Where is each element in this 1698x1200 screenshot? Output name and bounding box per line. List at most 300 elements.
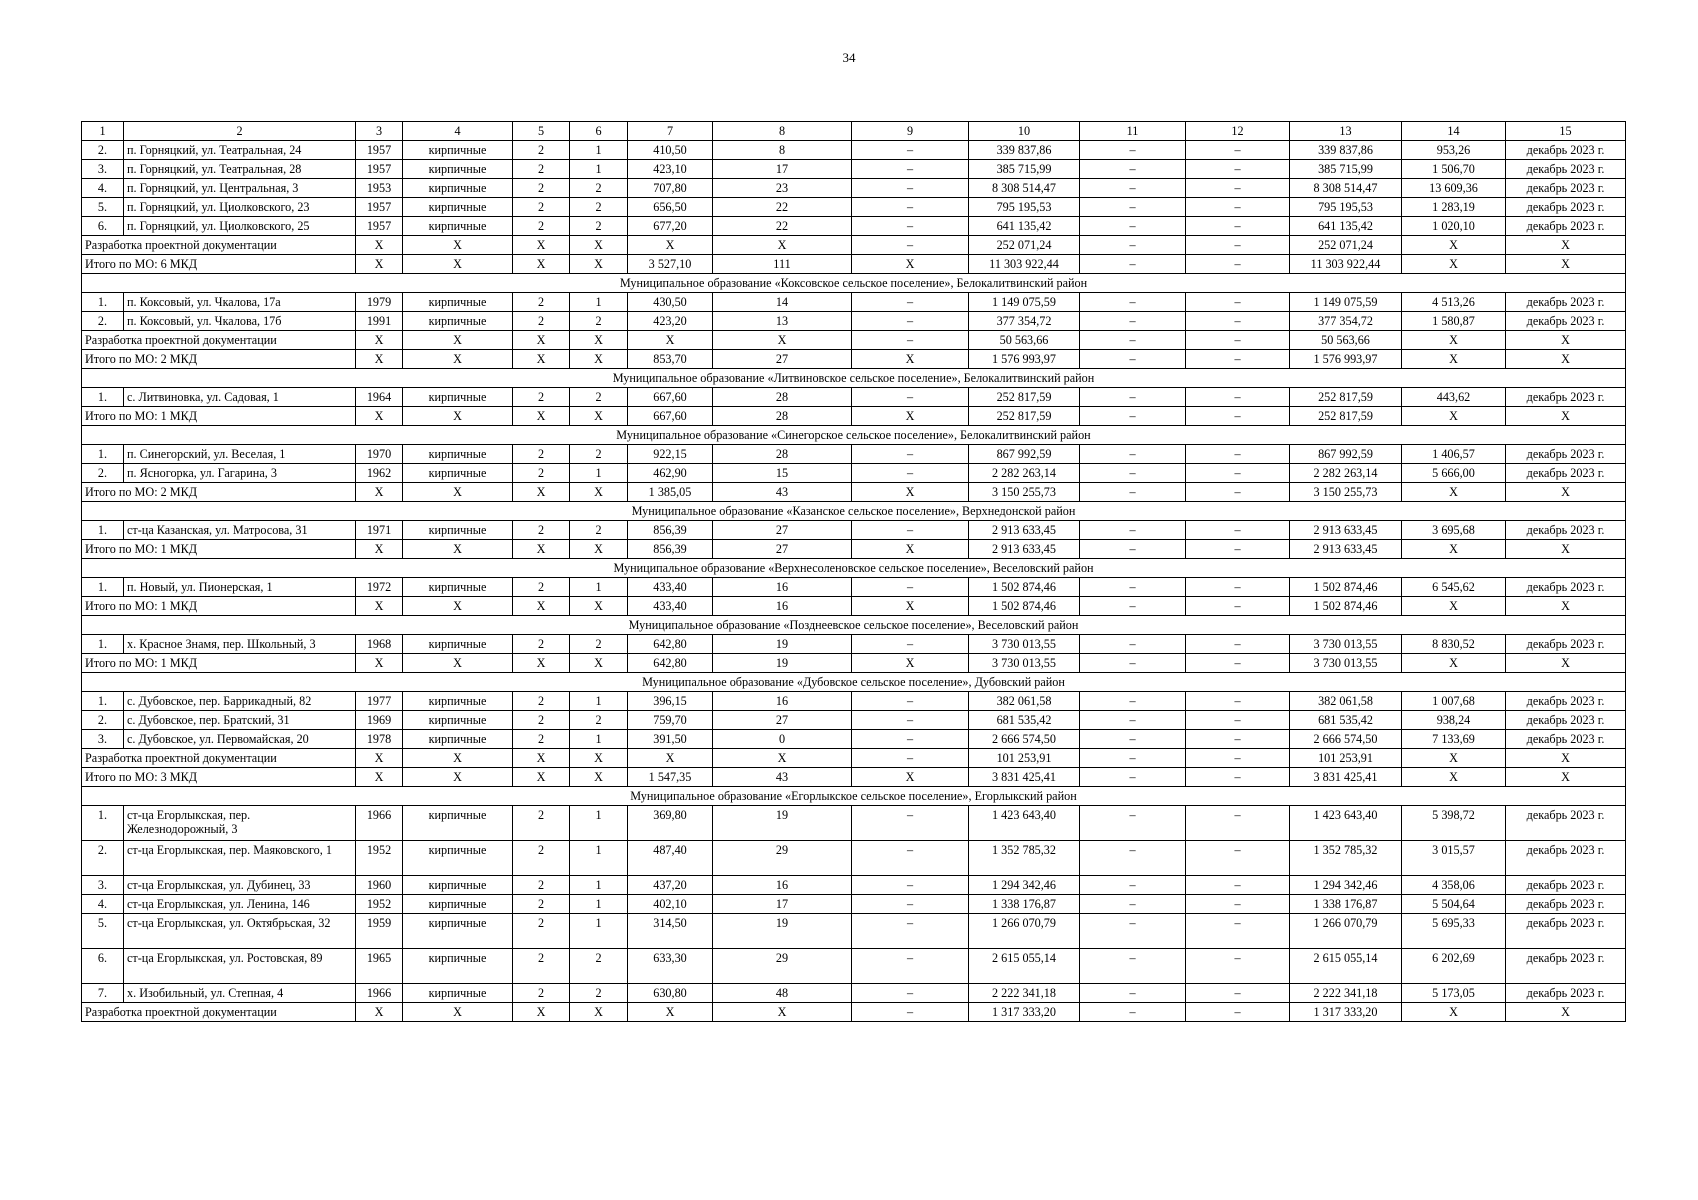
table-cell: –: [1080, 635, 1186, 654]
table-cell: –: [1186, 445, 1290, 464]
page-number: 34: [842, 50, 856, 65]
table-cell: 2 282 263,14: [969, 464, 1080, 483]
table-cell: 2: [513, 521, 570, 540]
table-cell: X: [1402, 540, 1506, 559]
municipality-title: Муниципальное образование «Дубовское сельское поселение», Дубовский район: [82, 673, 1626, 692]
table-cell: X: [570, 255, 628, 274]
table-cell: X: [713, 749, 852, 768]
table-cell: X: [513, 255, 570, 274]
table-cell: 1 020,10: [1402, 217, 1506, 236]
table-cell: 252 817,59: [969, 407, 1080, 426]
table-cell: 3 730 013,55: [969, 635, 1080, 654]
table-cell: 1969: [356, 711, 403, 730]
table-cell: 5 666,00: [1402, 464, 1506, 483]
table-cell: 1971: [356, 521, 403, 540]
column-number-cell: 5: [513, 122, 570, 141]
table-cell: 16: [713, 597, 852, 616]
table-cell: 1 338 176,87: [969, 895, 1080, 914]
table-cell: X: [570, 749, 628, 768]
table-cell: 1 338 176,87: [1290, 895, 1402, 914]
table-cell: 2: [570, 521, 628, 540]
table-cell: X: [628, 331, 713, 350]
table-cell: 0: [713, 730, 852, 749]
table-cell: X: [852, 255, 969, 274]
table-cell: 2: [513, 578, 570, 597]
municipality-title: Муниципальное образование «Коксовское сельское поселение», Белокалитвинский район: [82, 274, 1626, 293]
table-row: [82, 692, 1626, 711]
table-cell: кирпичные: [403, 841, 513, 876]
table-row: [82, 984, 1626, 1003]
table-cell: X: [852, 540, 969, 559]
table-cell: –: [852, 984, 969, 1003]
table-cell: –: [1186, 711, 1290, 730]
table-cell: 1: [570, 876, 628, 895]
address-cell: ст-ца Казанская, ул. Матросова, 31: [124, 521, 356, 540]
table-cell: –: [1080, 388, 1186, 407]
table-cell: 29: [713, 949, 852, 984]
table-cell: 1978: [356, 730, 403, 749]
table-cell: 28: [713, 388, 852, 407]
table-cell: 1 149 075,59: [1290, 293, 1402, 312]
table-cell: 487,40: [628, 841, 713, 876]
address-cell: ст-ца Егорлыкская, пер. Маяковского, 1: [124, 841, 356, 876]
table-cell: X: [852, 407, 969, 426]
table-cell: декабрь 2023 г.: [1506, 841, 1626, 876]
table-cell: 423,10: [628, 160, 713, 179]
table-cell: 101 253,91: [969, 749, 1080, 768]
table-cell: –: [852, 236, 969, 255]
table-cell: 1 502 874,46: [1290, 597, 1402, 616]
table-cell: 2 913 633,45: [1290, 540, 1402, 559]
row-number-cell: 4.: [82, 895, 124, 914]
table-cell: 252 817,59: [1290, 407, 1402, 426]
table-cell: X: [1402, 749, 1506, 768]
table-cell: X: [1506, 350, 1626, 369]
table-cell: 922,15: [628, 445, 713, 464]
table-cell: 252 817,59: [1290, 388, 1402, 407]
table-row: [82, 841, 1626, 876]
row-number-cell: 5.: [82, 914, 124, 949]
table-cell: 1: [570, 841, 628, 876]
table-cell: 13 609,36: [1402, 179, 1506, 198]
address-cell: с. Дубовское, ул. Первомайская, 20: [124, 730, 356, 749]
table-cell: декабрь 2023 г.: [1506, 949, 1626, 984]
address-cell: с. Дубовское, пер. Баррикадный, 82: [124, 692, 356, 711]
table-cell: 1 352 785,32: [969, 841, 1080, 876]
table-cell: 1 502 874,46: [969, 597, 1080, 616]
table-cell: X: [513, 1003, 570, 1022]
table-body: [82, 122, 1626, 1022]
address-cell: с. Литвиновка, ул. Садовая, 1: [124, 388, 356, 407]
table-cell: –: [1186, 984, 1290, 1003]
table-cell: 633,30: [628, 949, 713, 984]
table-row: [82, 730, 1626, 749]
table-cell: 641 135,42: [969, 217, 1080, 236]
table-cell: 1952: [356, 895, 403, 914]
table-cell: 2: [513, 876, 570, 895]
table-cell: X: [403, 407, 513, 426]
table-cell: X: [628, 1003, 713, 1022]
table-cell: 2 913 633,45: [969, 521, 1080, 540]
table-cell: 1991: [356, 312, 403, 331]
table-cell: –: [1186, 597, 1290, 616]
table-cell: 677,20: [628, 217, 713, 236]
table-cell: 391,50: [628, 730, 713, 749]
table-cell: X: [403, 236, 513, 255]
table-cell: 1: [570, 914, 628, 949]
table-row: [82, 876, 1626, 895]
table-cell: –: [1186, 236, 1290, 255]
table-cell: X: [570, 768, 628, 787]
table-cell: декабрь 2023 г.: [1506, 217, 1626, 236]
table-cell: декабрь 2023 г.: [1506, 895, 1626, 914]
table-row: [82, 711, 1626, 730]
table-cell: 681 535,42: [1290, 711, 1402, 730]
table-cell: 2: [513, 141, 570, 160]
table-cell: –: [1080, 445, 1186, 464]
summary-row: [82, 654, 1626, 673]
table-cell: 19: [713, 914, 852, 949]
summary-label: Разработка проектной документации: [82, 236, 356, 255]
table-cell: кирпичные: [403, 141, 513, 160]
table-cell: X: [713, 331, 852, 350]
table-cell: X: [570, 1003, 628, 1022]
table-cell: –: [1080, 540, 1186, 559]
table-cell: 1964: [356, 388, 403, 407]
table-cell: 2: [570, 445, 628, 464]
table-cell: кирпичные: [403, 949, 513, 984]
table-cell: 385 715,99: [969, 160, 1080, 179]
address-cell: х. Красное Знамя, пер. Школьный, 3: [124, 635, 356, 654]
table-cell: –: [1080, 141, 1186, 160]
table-row: [82, 388, 1626, 407]
row-number-cell: 4.: [82, 179, 124, 198]
table-cell: –: [1186, 350, 1290, 369]
table-cell: 17: [713, 160, 852, 179]
table-cell: X: [356, 331, 403, 350]
table-cell: 339 837,86: [1290, 141, 1402, 160]
table-cell: декабрь 2023 г.: [1506, 521, 1626, 540]
table-cell: 2 222 341,18: [1290, 984, 1402, 1003]
table-cell: 2: [570, 388, 628, 407]
table-cell: декабрь 2023 г.: [1506, 711, 1626, 730]
table-cell: X: [852, 350, 969, 369]
table-cell: кирпичные: [403, 160, 513, 179]
table-cell: 19: [713, 806, 852, 841]
column-number-cell: 7: [628, 122, 713, 141]
table-cell: –: [852, 179, 969, 198]
municipality-section-row: [82, 673, 1626, 692]
table-cell: X: [1506, 407, 1626, 426]
table-cell: 8: [713, 141, 852, 160]
table-cell: X: [403, 654, 513, 673]
municipality-section-row: [82, 426, 1626, 445]
column-number-cell: 13: [1290, 122, 1402, 141]
table-cell: декабрь 2023 г.: [1506, 730, 1626, 749]
summary-row: [82, 597, 1626, 616]
table-cell: 433,40: [628, 578, 713, 597]
table-cell: X: [1506, 236, 1626, 255]
table-cell: –: [1080, 198, 1186, 217]
table-cell: 3 730 013,55: [1290, 654, 1402, 673]
table-cell: кирпичные: [403, 914, 513, 949]
table-row: [82, 949, 1626, 984]
table-cell: 856,39: [628, 540, 713, 559]
table-cell: X: [1402, 1003, 1506, 1022]
table-cell: –: [1080, 255, 1186, 274]
table-cell: 867 992,59: [1290, 445, 1402, 464]
table-cell: 385 715,99: [1290, 160, 1402, 179]
table-cell: X: [1506, 331, 1626, 350]
address-cell: п. Коксовый, ул. Чкалова, 17а: [124, 293, 356, 312]
summary-label: Итого по МО: 1 МКД: [82, 597, 356, 616]
table-cell: –: [1080, 578, 1186, 597]
table-cell: 252 071,24: [1290, 236, 1402, 255]
table-cell: 433,40: [628, 597, 713, 616]
table-cell: кирпичные: [403, 445, 513, 464]
address-cell: п. Синегорский, ул. Веселая, 1: [124, 445, 356, 464]
row-number-cell: 1.: [82, 293, 124, 312]
table-cell: 5 398,72: [1402, 806, 1506, 841]
table-cell: –: [1186, 654, 1290, 673]
table-cell: 19: [713, 654, 852, 673]
table-cell: 1972: [356, 578, 403, 597]
table-cell: 2: [513, 179, 570, 198]
table-cell: декабрь 2023 г.: [1506, 635, 1626, 654]
table-cell: 1 406,57: [1402, 445, 1506, 464]
summary-label: Итого по МО: 1 МКД: [82, 407, 356, 426]
table-cell: X: [403, 540, 513, 559]
table-cell: кирпичные: [403, 312, 513, 331]
table-cell: декабрь 2023 г.: [1506, 293, 1626, 312]
table-cell: 641 135,42: [1290, 217, 1402, 236]
table-cell: 7 133,69: [1402, 730, 1506, 749]
summary-label: Разработка проектной документации: [82, 749, 356, 768]
table-cell: 2: [513, 984, 570, 1003]
table-cell: 1 547,35: [628, 768, 713, 787]
row-number-cell: 3.: [82, 876, 124, 895]
table-cell: 2 666 574,50: [1290, 730, 1402, 749]
summary-label: Итого по МО: 2 МКД: [82, 483, 356, 502]
table-cell: X: [852, 768, 969, 787]
table-cell: 252 817,59: [969, 388, 1080, 407]
table-cell: –: [1080, 749, 1186, 768]
municipality-title: Муниципальное образование «Синегорское сельское поселение», Белокалитвинский район: [82, 426, 1626, 445]
table-cell: –: [852, 160, 969, 179]
address-cell: п. Горняцкий, ул. Центральная, 3: [124, 179, 356, 198]
table-cell: 410,50: [628, 141, 713, 160]
table-cell: –: [1186, 331, 1290, 350]
table-cell: X: [356, 255, 403, 274]
table-cell: X: [1402, 236, 1506, 255]
table-cell: декабрь 2023 г.: [1506, 806, 1626, 841]
table-cell: X: [356, 1003, 403, 1022]
table-cell: кирпичные: [403, 692, 513, 711]
table-cell: 23: [713, 179, 852, 198]
table-cell: –: [1080, 350, 1186, 369]
address-cell: ст-ца Егорлыкская, ул. Дубинец, 33: [124, 876, 356, 895]
table-cell: –: [1186, 876, 1290, 895]
table-cell: –: [852, 895, 969, 914]
table-row: [82, 578, 1626, 597]
table-cell: X: [403, 350, 513, 369]
table-cell: 2 282 263,14: [1290, 464, 1402, 483]
table-cell: –: [852, 635, 969, 654]
table-cell: X: [1402, 407, 1506, 426]
table-cell: X: [513, 236, 570, 255]
table-cell: X: [570, 540, 628, 559]
table-cell: 2: [570, 984, 628, 1003]
table-cell: –: [1186, 635, 1290, 654]
table-cell: кирпичные: [403, 984, 513, 1003]
table-cell: –: [1080, 407, 1186, 426]
table-cell: 1953: [356, 179, 403, 198]
table-cell: 8 308 514,47: [969, 179, 1080, 198]
table-cell: 11 303 922,44: [1290, 255, 1402, 274]
table-cell: X: [403, 1003, 513, 1022]
column-number-row: [82, 122, 1626, 141]
table-cell: декабрь 2023 г.: [1506, 141, 1626, 160]
table-cell: 22: [713, 198, 852, 217]
table-cell: 339 837,86: [969, 141, 1080, 160]
table-cell: 3 730 013,55: [969, 654, 1080, 673]
table-cell: 1: [570, 730, 628, 749]
table-cell: –: [1186, 293, 1290, 312]
table-cell: 1: [570, 141, 628, 160]
table-cell: –: [1186, 521, 1290, 540]
column-number-cell: 12: [1186, 122, 1290, 141]
table-cell: X: [403, 597, 513, 616]
table-cell: 2: [513, 692, 570, 711]
table-cell: декабрь 2023 г.: [1506, 464, 1626, 483]
table-cell: 5 173,05: [1402, 984, 1506, 1003]
table-cell: X: [1506, 540, 1626, 559]
table-cell: кирпичные: [403, 521, 513, 540]
table-cell: кирпичные: [403, 730, 513, 749]
table-cell: X: [403, 255, 513, 274]
table-cell: 2: [513, 806, 570, 841]
summary-row: [82, 749, 1626, 768]
table-cell: 5 695,33: [1402, 914, 1506, 949]
table-cell: 111: [713, 255, 852, 274]
table-cell: кирпичные: [403, 388, 513, 407]
address-cell: п. Горняцкий, ул. Театральная, 24: [124, 141, 356, 160]
table-cell: X: [1402, 597, 1506, 616]
table-cell: 2: [570, 949, 628, 984]
table-cell: 2: [513, 711, 570, 730]
table-cell: кирпичные: [403, 217, 513, 236]
address-cell: п. Ясногорка, ул. Гагарина, 3: [124, 464, 356, 483]
table-cell: 1970: [356, 445, 403, 464]
table-cell: 2: [513, 445, 570, 464]
table-cell: 22: [713, 217, 852, 236]
table-cell: 15: [713, 464, 852, 483]
table-cell: 27: [713, 521, 852, 540]
table-cell: 1: [570, 464, 628, 483]
table-cell: 3 150 255,73: [1290, 483, 1402, 502]
table-cell: 1966: [356, 984, 403, 1003]
table-cell: 2 913 633,45: [1290, 521, 1402, 540]
table-cell: X: [1402, 768, 1506, 787]
table-cell: X: [513, 331, 570, 350]
table-cell: –: [852, 578, 969, 597]
summary-row: [82, 350, 1626, 369]
table-cell: декабрь 2023 г.: [1506, 198, 1626, 217]
address-cell: ст-ца Егорлыкская, ул. Ленина, 146: [124, 895, 356, 914]
table-cell: X: [403, 768, 513, 787]
table-cell: кирпичные: [403, 179, 513, 198]
table-cell: 656,50: [628, 198, 713, 217]
table-cell: 2: [513, 464, 570, 483]
table-cell: 1966: [356, 806, 403, 841]
table-cell: X: [713, 236, 852, 255]
table-cell: 2 913 633,45: [969, 540, 1080, 559]
row-number-cell: 2.: [82, 312, 124, 331]
table-cell: 16: [713, 692, 852, 711]
table-cell: –: [1080, 711, 1186, 730]
table-cell: X: [356, 540, 403, 559]
table-cell: 43: [713, 768, 852, 787]
table-cell: 402,10: [628, 895, 713, 914]
table-cell: 14: [713, 293, 852, 312]
table-cell: –: [1080, 331, 1186, 350]
table-cell: –: [1186, 160, 1290, 179]
table-cell: –: [1186, 749, 1290, 768]
table-cell: кирпичные: [403, 711, 513, 730]
table-cell: 1957: [356, 141, 403, 160]
table-cell: –: [1080, 692, 1186, 711]
summary-label: Итого по МО: 2 МКД: [82, 350, 356, 369]
table-cell: 707,80: [628, 179, 713, 198]
table-cell: X: [403, 749, 513, 768]
table-cell: X: [1402, 483, 1506, 502]
table-cell: 2: [513, 160, 570, 179]
table-cell: X: [570, 236, 628, 255]
table-cell: 48: [713, 984, 852, 1003]
table-cell: 6 202,69: [1402, 949, 1506, 984]
table-cell: 1959: [356, 914, 403, 949]
table-cell: –: [1186, 388, 1290, 407]
table-cell: –: [1186, 312, 1290, 331]
table-cell: 953,26: [1402, 141, 1506, 160]
table-cell: 2: [513, 841, 570, 876]
table-cell: –: [852, 141, 969, 160]
table-cell: –: [1080, 730, 1186, 749]
table-cell: кирпичные: [403, 635, 513, 654]
table-cell: X: [356, 350, 403, 369]
table-cell: кирпичные: [403, 876, 513, 895]
table-cell: 1952: [356, 841, 403, 876]
table-cell: –: [1080, 984, 1186, 1003]
municipality-section-row: [82, 559, 1626, 578]
table-cell: декабрь 2023 г.: [1506, 876, 1626, 895]
table-cell: 1957: [356, 217, 403, 236]
address-cell: п. Горняцкий, ул. Циолковского, 23: [124, 198, 356, 217]
table-cell: X: [356, 749, 403, 768]
table-cell: X: [403, 331, 513, 350]
table-cell: X: [513, 654, 570, 673]
table-cell: кирпичные: [403, 895, 513, 914]
table-cell: 1: [570, 293, 628, 312]
table-cell: –: [852, 293, 969, 312]
summary-label: Разработка проектной документации: [82, 1003, 356, 1022]
column-number-cell: 8: [713, 122, 852, 141]
table-cell: 27: [713, 711, 852, 730]
table-cell: –: [1186, 198, 1290, 217]
table-cell: –: [1186, 841, 1290, 876]
table-row: [82, 445, 1626, 464]
summary-label: Разработка проектной документации: [82, 331, 356, 350]
